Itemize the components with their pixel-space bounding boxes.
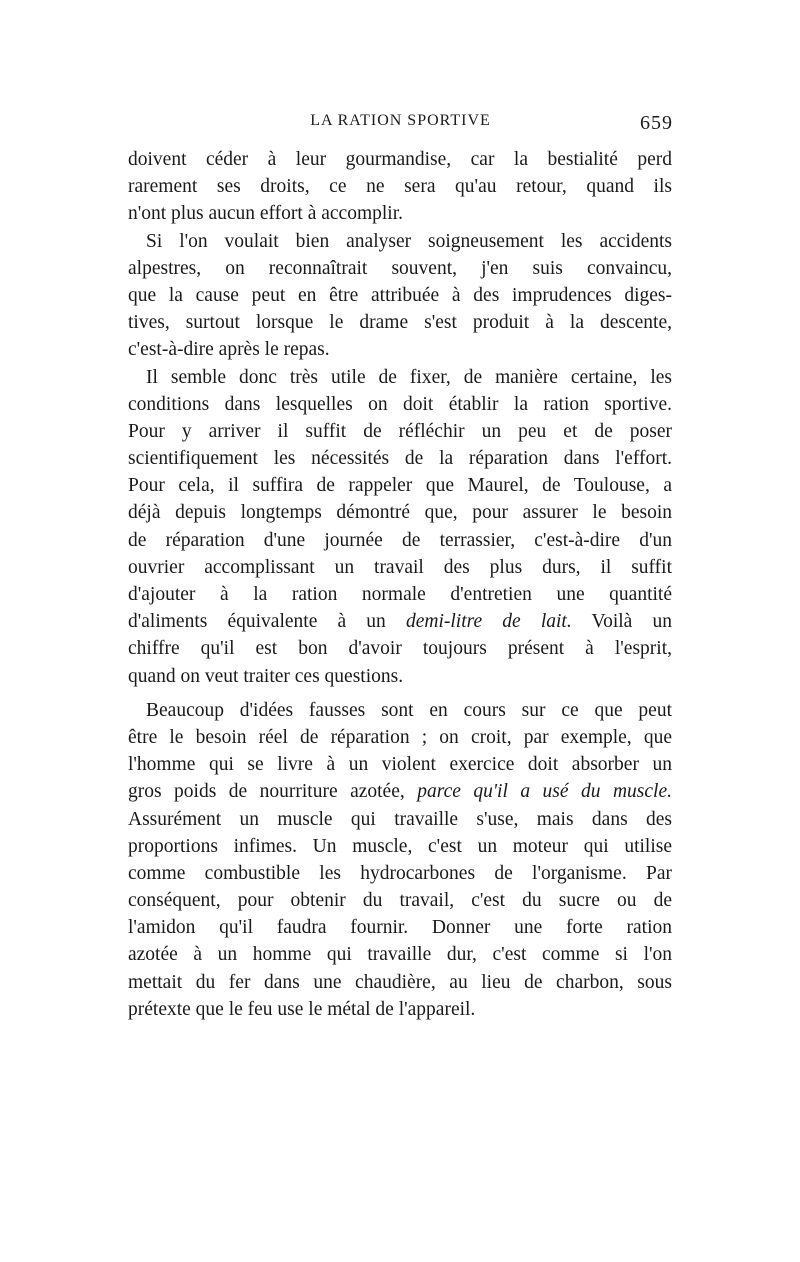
text-line: être le besoin réel de réparation ; on croit, par exemple, que [128,726,672,748]
text-line: proportions infimes. Un muscle, c'est un moteur qui utilise [128,835,672,857]
text-line: chiffre qu'il est bon d'avoir toujours présent à l'esprit, [128,638,672,660]
text-line: alpestres, on reconnaîtrait souvent, j'en suis convaincu, [128,257,672,279]
text-line: Si l'on voulait bien analyser soigneusement les accidents [146,230,672,252]
text-line: n'ont plus aucun effort à accomplir. [128,203,403,225]
text-line: d'ajouter à la ration normale d'entretien une quantité [128,584,672,605]
paragraph-2 [128,228,672,364]
text-line: Assurément un muscle qui travaille s'use, mais dans des [128,808,672,830]
text-line: Beaucoup d'idées fausses sont en cours sur ce que peut [146,699,672,721]
text-line: Pour y arriver il suffit de réfléchir un peu et de poser [128,420,672,442]
text-line: doivent céder à leur gourmandise, car la bestialité perd [128,149,672,170]
page-number: 659 [640,112,673,134]
body-text [128,146,672,1023]
text-line: rarement ses droits, ce ne sera qu'au retour, quand ils [128,176,672,198]
text-line-mixed [128,608,672,635]
text-line: comme combustible les hydrocarbones de l'organisme. Par [128,862,672,884]
text-line: que la cause peut en être attribuée à des imprudences diges- [128,284,672,306]
running-title: LA RATION SPORTIVE [310,112,491,129]
text-line: scientifiquement les nécessités de la réparation dans l'effort. [128,448,672,470]
text-line: de réparation d'une journée de terrassier, c'est-à-dire d'un [128,529,672,551]
text-line: conséquent, pour obtenir du travail, c'est du sucre ou de [128,890,672,912]
italic-phrase: parce qu'il a usé du muscle. [417,781,672,803]
text-line: tives, surtout lorsque le drame s'est produit à la descente, [128,312,672,334]
text-line: prétexte que le feu use le métal de l'appareil. [128,998,476,1020]
running-header [128,112,673,138]
text-line: c'est-à-dire après le repas. [128,339,330,361]
text-run: gros poids de nourriture azotée, [128,781,405,803]
text-run: d'aliments équivalente à un [128,611,386,633]
text-line: Pour cela, il suffira de rappeler que Maurel, de Toulouse, a [128,475,672,497]
text-line: déjà depuis longtemps démontré que, pour assurer le besoin [128,502,672,524]
text-line-mixed [128,778,672,805]
text-line: mettait du fer dans une chaudière, au lieu de charbon, sous [128,971,672,993]
paragraph-4 [128,697,672,1023]
text-line: quand on veut traiter ces questions. [128,665,404,687]
text-line: ouvrier accomplissant un travail des plus durs, il suffit [128,556,672,578]
text-run: Voilà un [591,611,672,633]
paragraph-3 [128,364,672,690]
italic-phrase: demi-litre de lait. [405,611,572,633]
paragraph-gap [128,690,672,697]
text-line: conditions dans lesquelles on doit établir la ration sportive. [128,393,672,415]
text-line: l'amidon qu'il faudra fournir. Donner une forte ration [128,917,672,939]
paragraph-1 [128,146,672,228]
text-line: azotée à un homme qui travaille dur, c'est comme si l'on [128,944,672,966]
text-line: l'homme qui se livre à un violent exercice doit absorber un [128,754,672,776]
text-line: Il semble donc très utile de fixer, de manière certaine, les [146,366,672,388]
